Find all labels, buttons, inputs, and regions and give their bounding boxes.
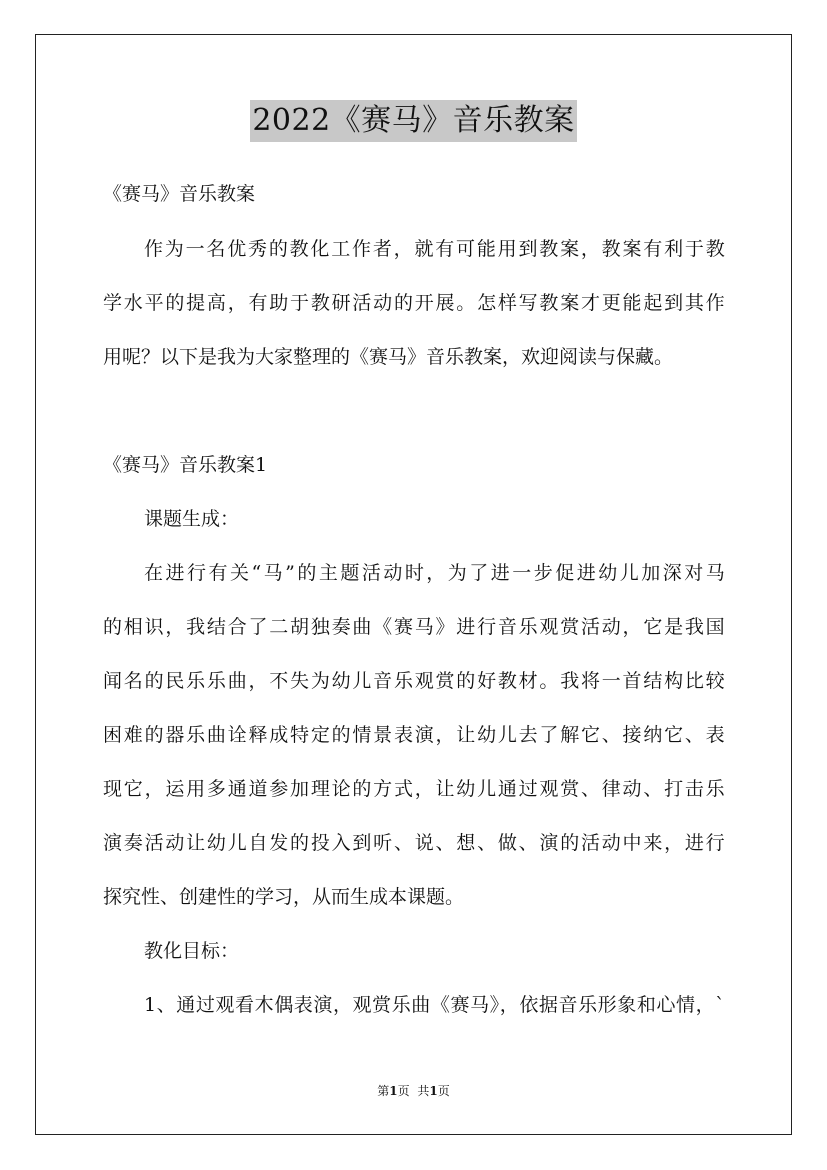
page-footer: [0, 1083, 827, 1099]
generation-line-2: 的相识，我结合了二胡独奏曲《赛马》进行音乐观赏活动，它是我国: [103, 616, 725, 638]
intro-line-1: 作为一名优秀的教化工作者，就有可能用到教案，教案有利于教: [144, 238, 725, 260]
generation-line-5: 现它，运用多通道参加理论的方式，让幼儿通过观赏、律动、打击乐: [103, 778, 725, 800]
footer-total-suffix: 页: [437, 1084, 450, 1098]
generation-line-6: 演奏活动让幼儿自发的投入到听、说、想、做、演的活动中来，进行: [103, 832, 725, 854]
generation-line-4: 困难的器乐曲诠释成特定的情景表演，让幼儿去了解它、接纳它、表: [103, 724, 725, 746]
subheading-goals: 教化目标：: [144, 940, 240, 962]
footer-total-number: 1: [429, 1084, 438, 1098]
generation-line-3: 闻名的民乐乐曲，不失为幼儿音乐观赏的好教材。我将一首结构比较: [103, 670, 725, 692]
intro-line-2: 学水平的提高，有助于教研活动的开展。怎样写教案才更能起到其作: [103, 292, 725, 314]
subheading-generation: 课题生成：: [144, 508, 240, 530]
intro-heading: 《赛马》音乐教案: [103, 183, 256, 205]
intro-line-3: 用呢？以下是我为大家整理的《赛马》音乐教案，欢迎阅读与保藏。: [103, 346, 674, 368]
goal-line-1: 1、通过观看木偶表演，观赏乐曲《赛马》，依据音乐形象和心情，`: [144, 994, 725, 1016]
title-container: [0, 100, 827, 142]
footer-page-number: 1: [389, 1084, 398, 1098]
footer-total-prefix: 共: [417, 1084, 430, 1098]
section-heading: 《赛马》音乐教案1: [103, 454, 268, 476]
generation-line-1: 在进行有关“马”的主题活动时，为了进一步促进幼儿加深对马: [144, 562, 725, 584]
generation-line-7: 探究性、创建性的学习，从而生成本课题。: [103, 886, 465, 908]
footer-page-suffix: 页: [397, 1084, 410, 1098]
document-title: 2022《赛马》音乐教案: [250, 100, 576, 142]
footer-page-prefix: 第: [377, 1084, 390, 1098]
